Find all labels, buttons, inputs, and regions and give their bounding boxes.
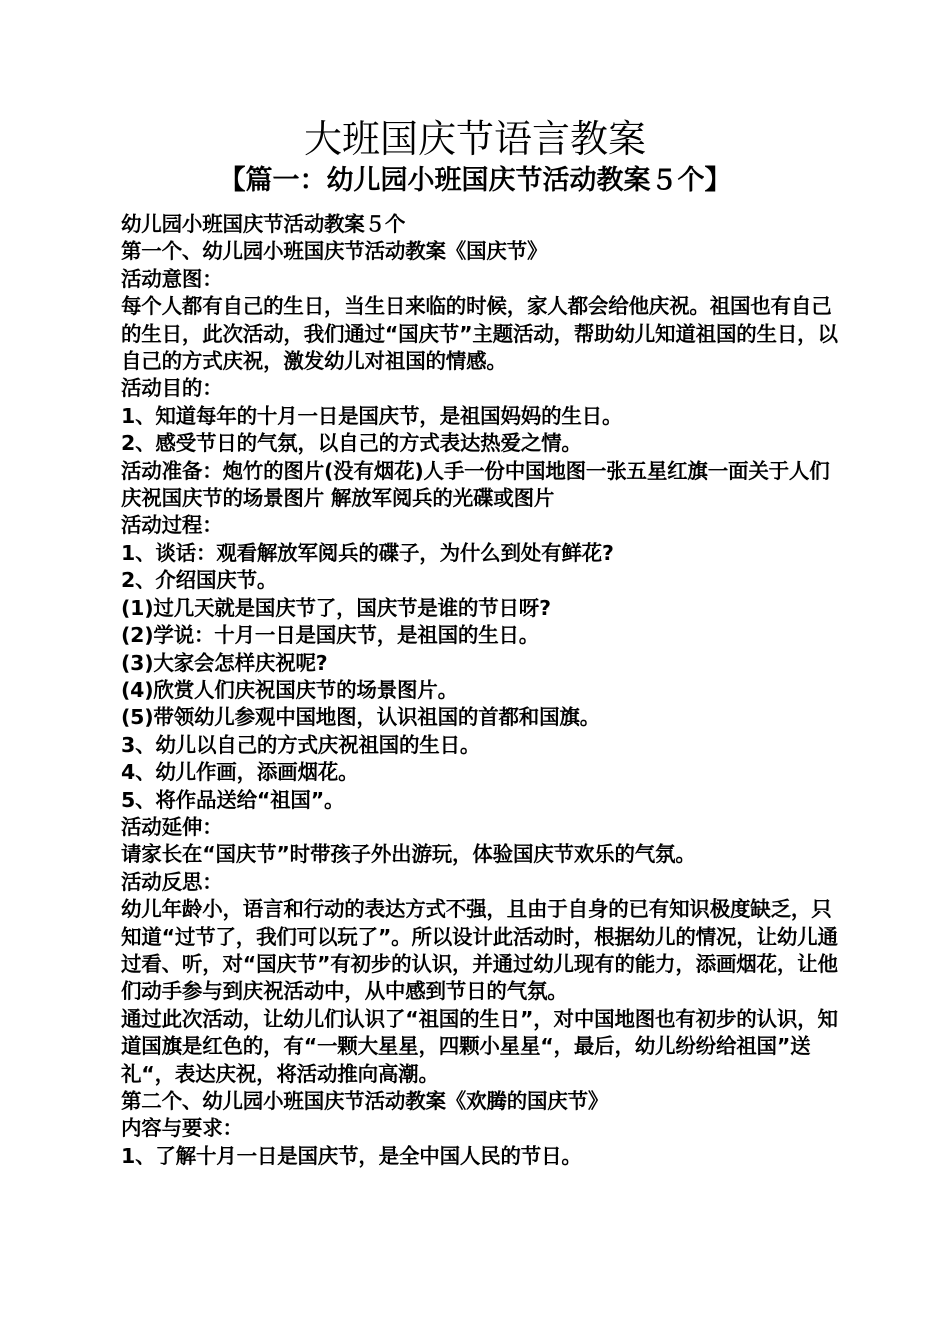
document-body (115, 211, 845, 1170)
paragraph: 幼儿年龄小，语言和行动的表达方式不强，且由于自身的已有知识极度缺乏，只知道“过节了，我们可以玩了”。所以设计此活动时，根据幼儿的情况，让幼儿通过看、听，对“国庆节”有初步的认识，并通过幼儿现有的能力，添画烟花，让他们动手参与到庆祝活动中，从中感到节日的气氛。 (121, 897, 838, 1004)
paragraph: 活动延伸： (121, 814, 223, 839)
paragraph: 活动过程： (121, 513, 223, 538)
paragraph: 1、了解十月一日是国庆节，是全中国人民的节日。 (121, 1143, 582, 1168)
paragraph: 3、幼儿以自己的方式庆祝祖国的生日。 (121, 732, 481, 757)
paragraph: 活动反思： (121, 869, 223, 894)
paragraph: 第一个、幼儿园小班国庆节活动教案《国庆节》 (121, 239, 548, 264)
paragraph: 2、介绍国庆节。 (121, 568, 278, 593)
paragraph: 内容与要求： (121, 1116, 243, 1141)
paragraph: 1、知道每年的十月一日是国庆节，是祖国妈妈的生日。 (121, 403, 623, 428)
paragraph: (4)欣赏人们庆祝国庆节的场景图片。 (121, 677, 458, 702)
paragraph: 通过此次活动，让幼儿们认识了“祖国的生日”，对中国地图也有初步的认识，知道国旗是红色的，有“一颗大星星，四颗小星星“，最后，幼儿纷纷给祖国”送礼“，表达庆祝，将活动推向高潮。 (121, 1006, 838, 1086)
paragraph: 2、感受节日的气氛，以自己的方式表达热爱之情。 (121, 431, 582, 456)
paragraph: 活动准备：炮竹的图片(没有烟花)人手一份中国地图一张五星红旗一面关于人们庆祝国庆节的场景图片 解放军阅兵的光碟或图片 (121, 458, 830, 511)
paragraph: 第二个、幼儿园小班国庆节活动教案《欢腾的国庆节》 (121, 1089, 609, 1113)
paragraph: 活动意图： (121, 266, 223, 291)
paragraph: 幼儿园小班国庆节活动教案５个 (121, 212, 406, 236)
paragraph: 请家长在“国庆节”时带孩子外出游玩，体验国庆节欢乐的气氛。 (121, 842, 696, 867)
paragraph: (1)过几天就是国庆节了，国庆节是谁的节日呀? (121, 595, 551, 620)
document-title: 大班国庆节语言教案 (303, 117, 646, 161)
paragraph: (5)带领幼儿参观中国地图，认识祖国的首都和国旗。 (121, 705, 601, 730)
document-subtitle: 【篇一：幼儿园小班国庆节活动教案５个】 (218, 165, 732, 196)
paragraph: 每个人都有自己的生日，当生日来临的时候，家人都会给他庆祝。祖国也有自己的生日，此次活动，我们通过“国庆节”主题活动，帮助幼儿知道祖国的生日，以自己的方式庆祝，激发幼儿对祖国的情感。 (121, 294, 838, 374)
paragraph: 活动目的： (121, 376, 223, 401)
paragraph: 1、谈话：观看解放军阅兵的碟子，为什么到处有鲜花? (121, 540, 614, 565)
paragraph: 4、幼儿作画，添画烟花。 (121, 760, 359, 785)
paragraph: (3)大家会怎样庆祝呢? (121, 650, 328, 675)
paragraph: (2)学说：十月一日是国庆节，是祖国的生日。 (121, 623, 540, 648)
paragraph: 5、将作品送给“祖国”。 (121, 787, 345, 812)
